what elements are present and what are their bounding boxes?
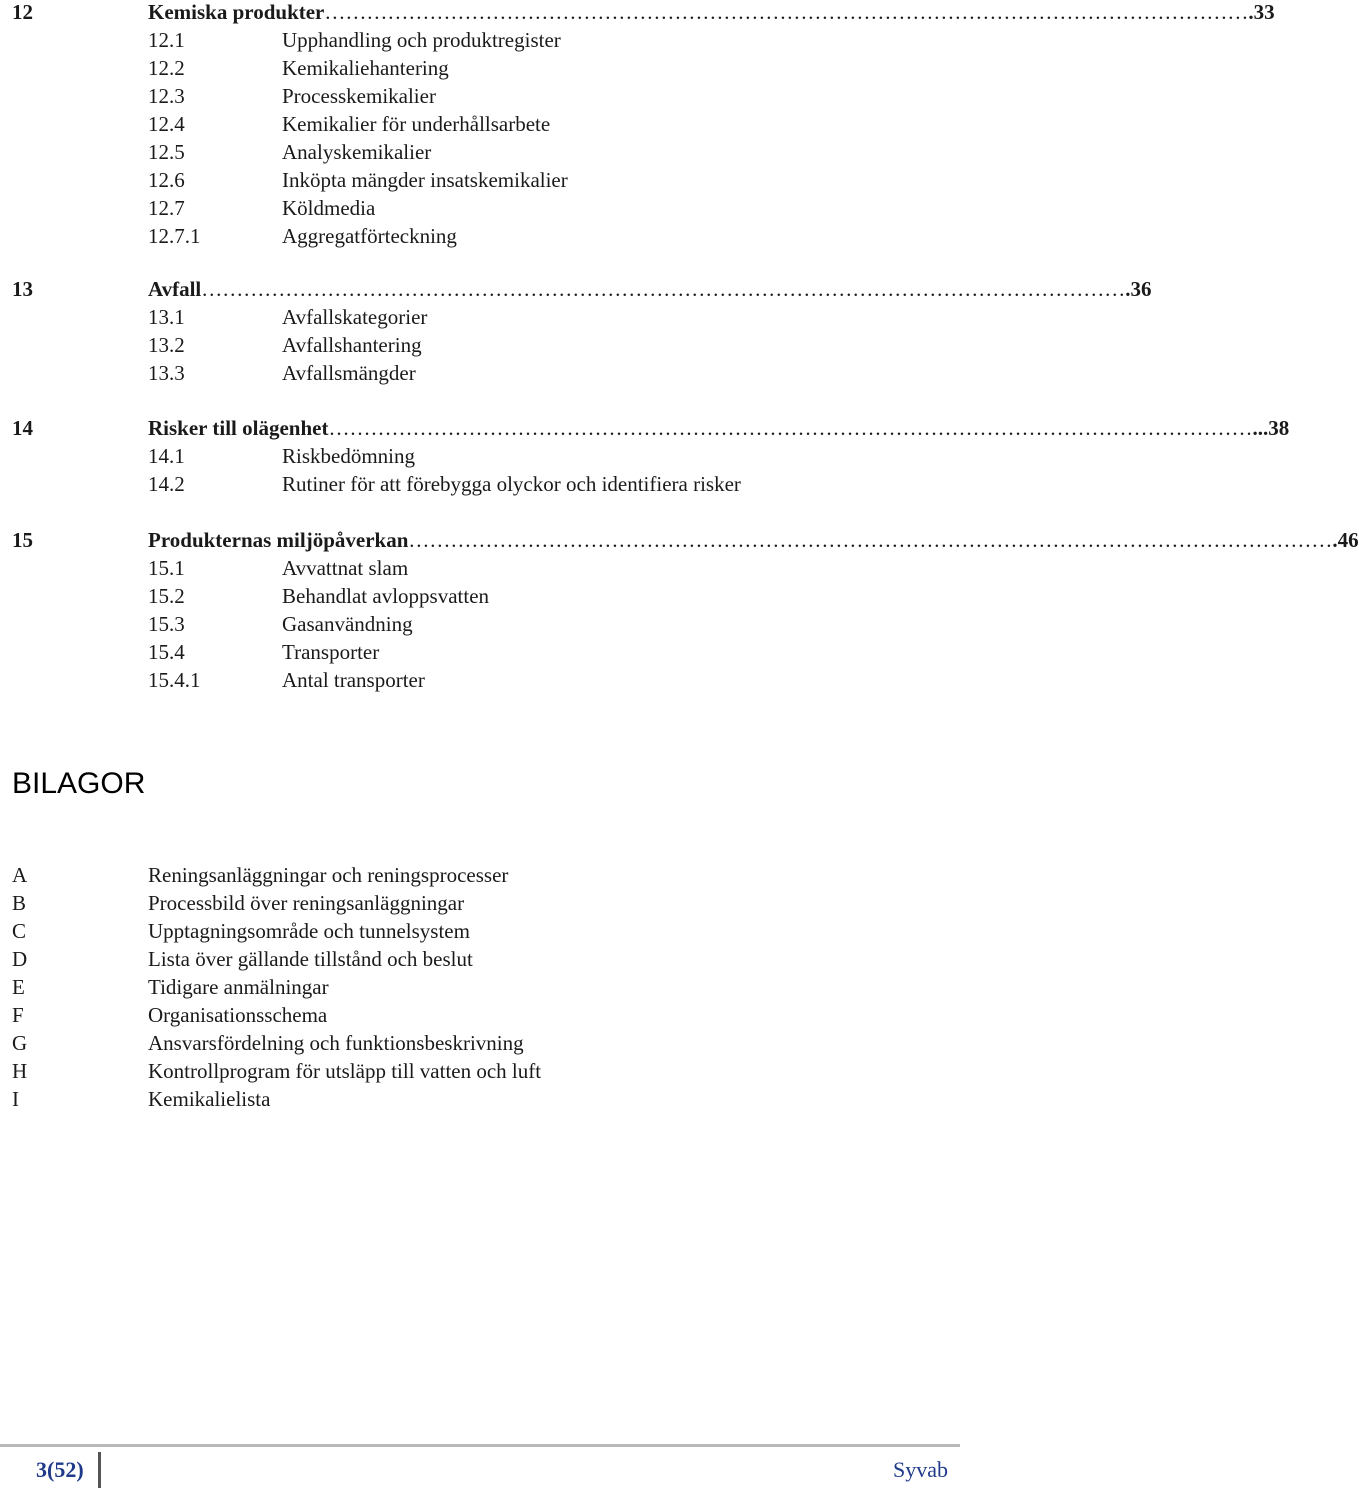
toc-heading-title: Kemiska produkter (148, 0, 325, 24)
toc-section-14 (0, 414, 1290, 498)
toc-entry[interactable] (0, 26, 960, 54)
toc-entry-number: 13.2 (148, 333, 185, 357)
appendix-text: Kemikalielista (148, 1087, 271, 1111)
toc-heading[interactable] (0, 414, 1290, 442)
toc-entry-text: Kemikalier för underhållsarbete (282, 112, 551, 136)
appendix-letter: I (12, 1087, 19, 1111)
toc-entry-number: 12.7 (148, 196, 185, 220)
toc-entry-text: Upphandling och produktregister (282, 28, 561, 52)
footer-rule (0, 1444, 960, 1447)
appendix-item[interactable] (0, 1001, 960, 1029)
toc-entry[interactable] (0, 303, 960, 331)
toc-entry-text: Köldmedia (282, 196, 376, 220)
toc-heading[interactable] (0, 275, 1152, 303)
toc-heading-title: Avfall (148, 277, 202, 301)
toc-entry-number: 15.4.1 (148, 668, 201, 692)
company-name: Syvab (893, 1457, 948, 1482)
appendix-letter: H (12, 1059, 28, 1083)
dot-leader: …………………………………………………………………………………………………………………… (201, 277, 1126, 301)
toc-entry-number: 15.4 (148, 640, 185, 664)
toc-entry[interactable] (0, 194, 960, 222)
toc-section-13 (0, 275, 1152, 387)
toc-entry[interactable] (0, 666, 960, 694)
appendix-item[interactable] (0, 1029, 960, 1057)
toc-entry[interactable] (0, 54, 960, 82)
dot-leader: …………………………………………………………………………………………………………………… (408, 528, 1333, 552)
toc-heading-title: Risker till olägenhet (148, 416, 329, 440)
toc-entry-number: 12.6 (148, 168, 185, 192)
toc-entry-text: Behandlat avloppsvatten (282, 584, 490, 608)
toc-page-ref: ...38 (1252, 416, 1290, 440)
appendix-heading: BILAGOR (12, 767, 146, 800)
toc-entry-text: Avvattnat slam (282, 556, 409, 580)
toc-entry[interactable] (0, 582, 960, 610)
appendix-text: Processbild över reningsanläggningar (148, 891, 465, 915)
toc-entry-number: 14.2 (148, 472, 185, 496)
toc-entry[interactable] (0, 110, 960, 138)
toc-entry-number: 12.1 (148, 28, 185, 52)
toc-page-ref: .36 (1125, 277, 1152, 301)
toc-entry-number: 15.2 (148, 584, 185, 608)
appendix-text: Kontrollprogram för utsläpp till vatten och luft (148, 1059, 542, 1083)
toc-entry-number: 13.1 (148, 305, 185, 329)
toc-entry-number: 12.7.1 (148, 224, 201, 248)
toc-entry-text: Rutiner för att förebygga olyckor och identifiera risker (282, 472, 741, 496)
appendix-letter: A (12, 863, 28, 887)
toc-entry-text: Transporter (282, 640, 380, 664)
toc-entry[interactable] (0, 166, 960, 194)
toc-entry[interactable] (0, 442, 960, 470)
toc-entry-text: Gasanvändning (282, 612, 413, 636)
toc-entry-number: 12.5 (148, 140, 185, 164)
appendix-text: Reningsanläggningar och reningsprocesser (148, 863, 509, 887)
dot-leader: …………………………………………………………………………………………………………………… (328, 416, 1253, 440)
appendix-letter: E (12, 975, 25, 999)
toc-heading-title: Produkternas miljöpåverkan (148, 528, 409, 552)
appendix-letter: B (12, 891, 27, 915)
toc-heading-number: 13 (12, 277, 33, 301)
toc-entry-number: 13.3 (148, 361, 185, 385)
toc-entry-text: Inköpta mängder insatskemikalier (282, 168, 568, 192)
toc-section-15 (0, 526, 1359, 694)
page-number: 3(52) (36, 1457, 84, 1482)
appendix-item[interactable] (0, 889, 960, 917)
appendix-item[interactable] (0, 1057, 960, 1085)
appendix-text: Organisationsschema (148, 1003, 328, 1027)
toc-heading[interactable] (0, 0, 1275, 26)
toc-entry[interactable] (0, 554, 960, 582)
appendix-item[interactable] (0, 861, 960, 889)
toc-entry-text: Processkemikalier (282, 84, 436, 108)
appendix-letter: F (12, 1003, 24, 1027)
dot-leader: …………………………………………………………………………………………………………………… (324, 0, 1249, 24)
appendix-item[interactable] (0, 945, 960, 973)
toc-entry-text: Avfallskategorier (282, 305, 428, 329)
toc-entry-number: 15.1 (148, 556, 185, 580)
toc-entry-number: 15.3 (148, 612, 185, 636)
toc-heading[interactable] (0, 526, 1359, 554)
toc-entry-number: 12.2 (148, 56, 185, 80)
appendix-list (0, 861, 960, 1113)
toc-entry[interactable] (0, 222, 960, 250)
toc-heading-number: 15 (12, 528, 33, 552)
toc-entry-text: Aggregatförteckning (282, 224, 457, 248)
toc-entry-number: 12.3 (148, 84, 185, 108)
toc-page-ref: .33 (1248, 0, 1275, 24)
toc-entry[interactable] (0, 638, 960, 666)
toc-entry-text: Antal transporter (282, 668, 425, 692)
toc-entry[interactable] (0, 138, 960, 166)
toc-entry[interactable] (0, 82, 960, 110)
toc-entry[interactable] (0, 470, 960, 498)
appendix-item[interactable] (0, 917, 960, 945)
toc-entry-number: 14.1 (148, 444, 185, 468)
appendix-letter: G (12, 1031, 28, 1055)
toc-entry-text: Kemikaliehantering (282, 56, 449, 80)
appendix-item[interactable] (0, 1085, 960, 1113)
footer-divider (98, 1452, 101, 1488)
appendix-letter: C (12, 919, 27, 943)
toc-entry-number: 12.4 (148, 112, 185, 136)
page-footer (0, 1444, 960, 1488)
toc-entry[interactable] (0, 359, 960, 387)
toc-entry[interactable] (0, 331, 960, 359)
appendix-item[interactable] (0, 973, 960, 1001)
appendix-text: Upptagningsområde och tunnelsystem (148, 919, 470, 943)
toc-section-12 (0, 0, 1275, 250)
toc-entry-text: Riskbedömning (282, 444, 416, 468)
toc-heading-number: 14 (12, 416, 33, 440)
toc-entry-text: Analyskemikalier (282, 140, 432, 164)
toc-heading-number: 12 (12, 0, 33, 24)
appendix-text: Lista över gällande tillstånd och beslut (148, 947, 473, 971)
toc-page-ref: .46 (1332, 528, 1359, 552)
toc-entry-text: Avfallsmängder (282, 361, 416, 385)
appendix-letter: D (12, 947, 28, 971)
toc-entry[interactable] (0, 610, 960, 638)
appendix-text: Ansvarsfördelning och funktionsbeskrivning (148, 1031, 524, 1055)
appendix-text: Tidigare anmälningar (148, 975, 329, 999)
toc-entry-text: Avfallshantering (282, 333, 422, 357)
